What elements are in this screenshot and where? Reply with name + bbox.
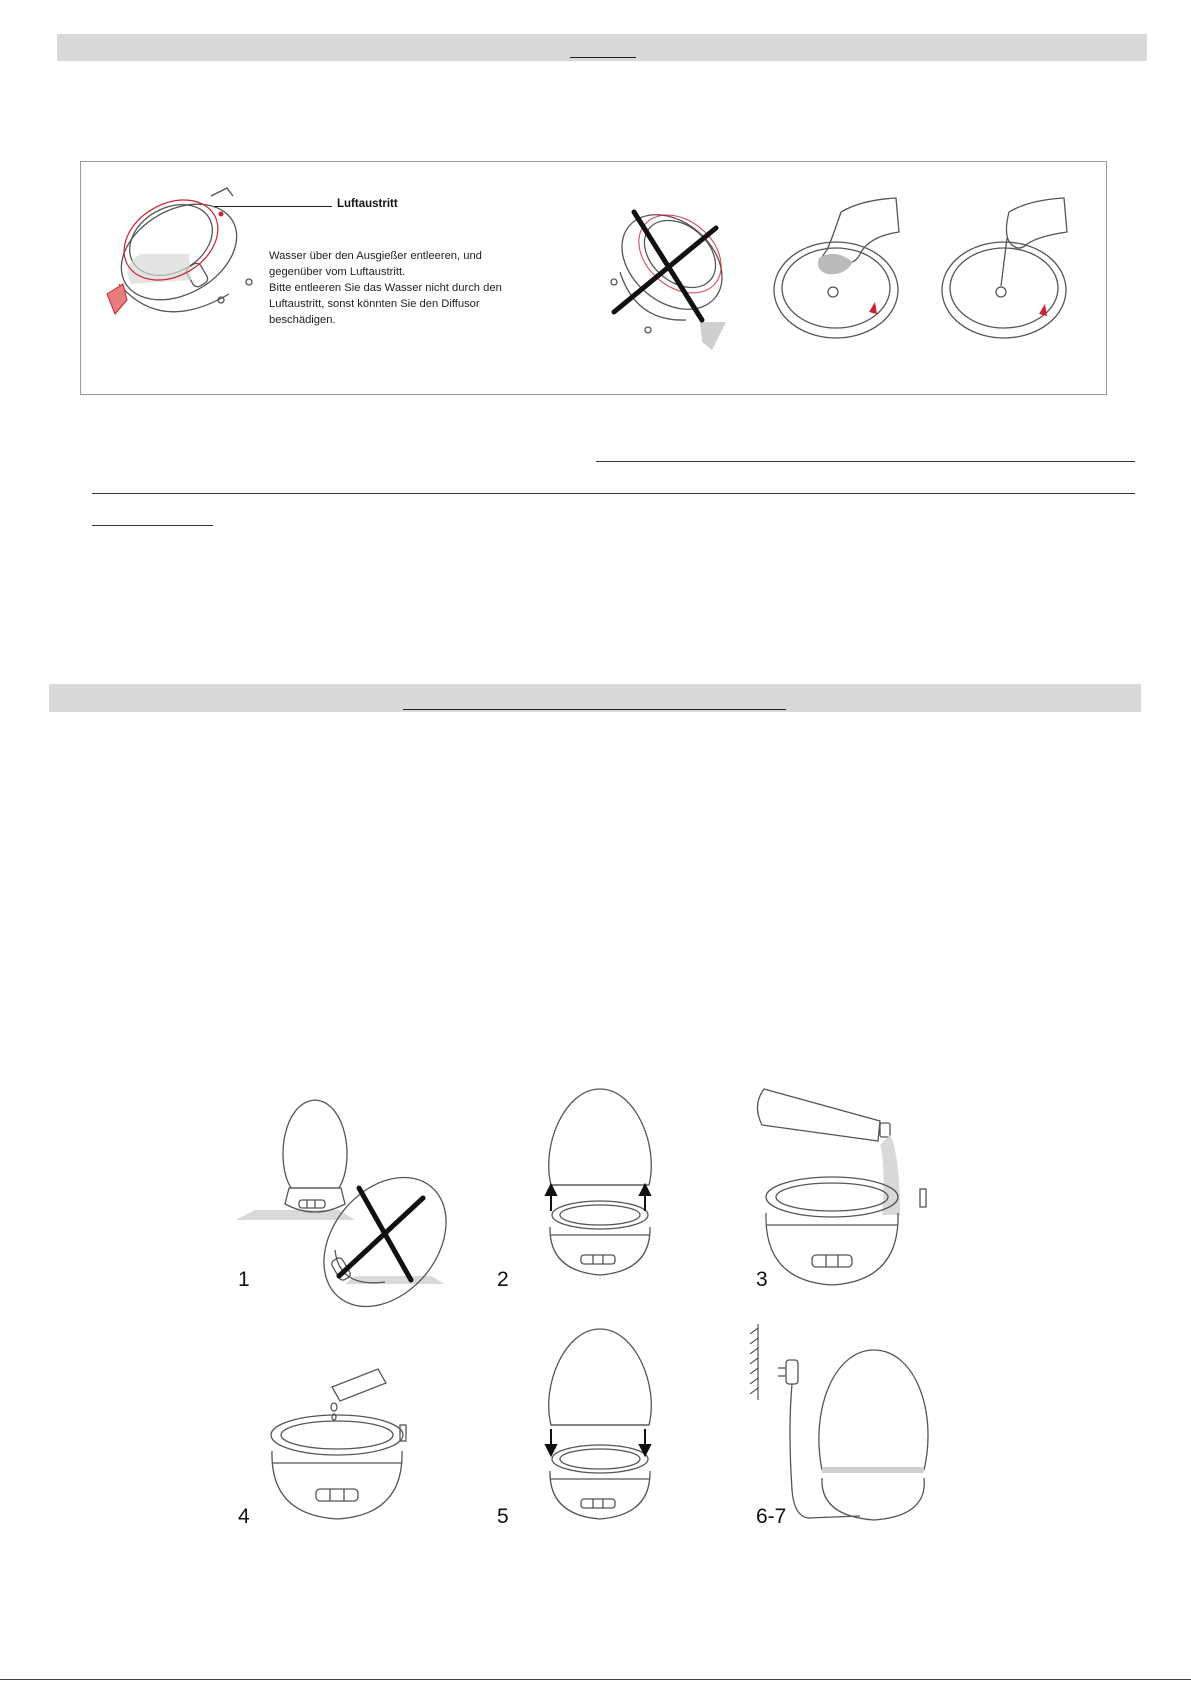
- step-label-5: 5: [497, 1505, 509, 1528]
- red-triangle-marker-icon: [1039, 304, 1047, 316]
- step-label-2: 2: [497, 1268, 509, 1291]
- step-6-7-drawing: [748, 1320, 938, 1535]
- section-header-band-middle: [49, 684, 1141, 712]
- cleaning-figure-panel: [80, 161, 1107, 395]
- instruction-line-4: Luftaustritt, sonst könnten Sie den Diffusor: [269, 298, 480, 310]
- instruction-line-2: gegenüber vom Luftaustritt.: [269, 266, 406, 278]
- instruction-line-5: beschädigen.: [269, 314, 336, 326]
- step-5-drawing: [545, 1325, 655, 1530]
- footer-rule: [0, 1679, 1191, 1680]
- step-3-drawing: [752, 1085, 932, 1290]
- instruction-line-1: Wasser über den Ausgießer entleeren, und: [269, 250, 482, 262]
- step-2-drawing: [545, 1085, 655, 1290]
- text-rule-3: [92, 525, 213, 526]
- instruction-line-3: Bitte entleeren Sie das Wasser nicht durch den: [269, 282, 502, 294]
- section-header-underline-middle: [403, 709, 786, 710]
- wall-hatch-icon: [750, 1324, 758, 1400]
- step-label-4: 4: [238, 1505, 250, 1528]
- step-label-1: 1: [238, 1268, 250, 1291]
- text-rule-1: [596, 461, 1135, 462]
- step-1-drawing: [235, 1092, 445, 1292]
- air-outlet-callout-label: Luftaustritt: [337, 198, 398, 210]
- tilted-base-drawing: [101, 184, 261, 314]
- wiping-reservoir-drawing: [771, 192, 911, 342]
- step-4-drawing: [262, 1365, 422, 1525]
- wrong-emptying-drawing: [606, 202, 746, 342]
- step-label-3: 3: [756, 1268, 768, 1291]
- section-header-underline-top: [570, 57, 636, 58]
- text-rule-2: [92, 493, 1135, 494]
- red-triangle-marker-icon: [869, 302, 877, 314]
- swab-cleaning-drawing: [939, 192, 1079, 342]
- step-label-6-7: 6-7: [756, 1505, 787, 1528]
- callout-pointer-line: [214, 206, 332, 207]
